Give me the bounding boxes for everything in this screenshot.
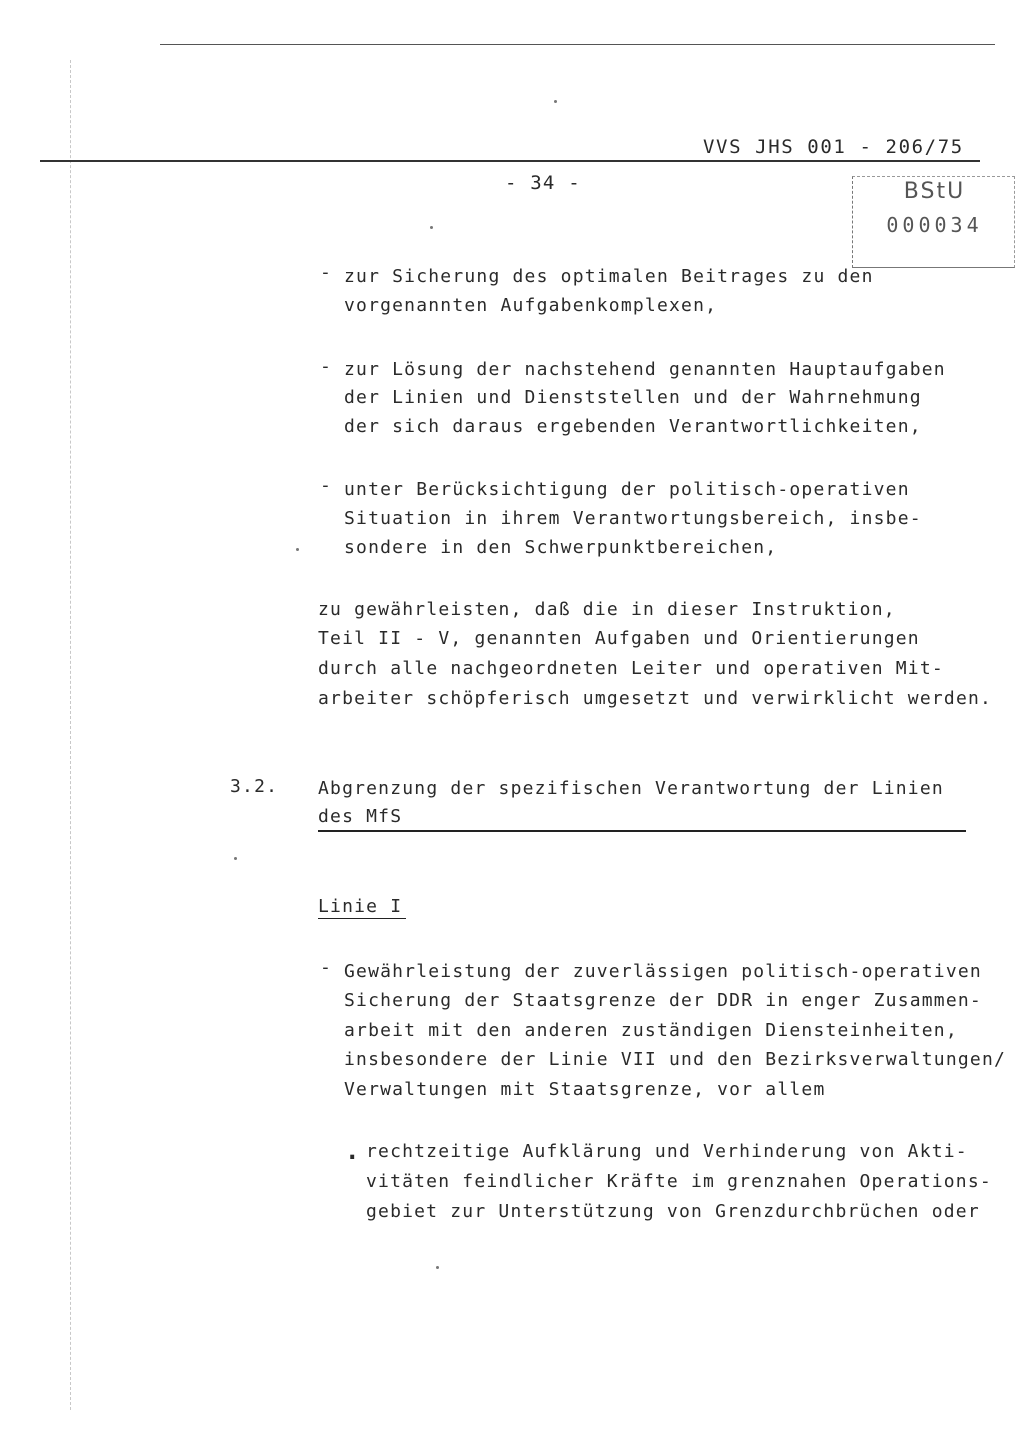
bullet-line: insbesondere der Linie VII und den Bezirksverwaltungen/ [344,1049,1007,1070]
bullet-marker: - [320,356,331,377]
bullet-line: unter Berücksichtigung der politisch-operativen [344,479,910,500]
scan-speck [436,1266,439,1269]
subsection-title: Linie I [318,896,403,917]
stamp-line2: 000034 [886,213,983,237]
bullet-marker: - [320,262,331,283]
section-number: 3.2. [230,776,279,797]
bullet-line: Sicherung der Staatsgrenze der DDR in enger Zusammen- [344,990,982,1011]
stamp-line1: BStU [903,179,966,204]
bullet-line: der sich daraus ergebenden Verantwortlichkeiten, [344,416,922,437]
reference-number: VVS JHS 001 - 206/75 [703,136,964,158]
paragraph-line: Teil II - V, genannten Aufgaben und Orientierungen [318,628,920,649]
bullet-marker: - [320,475,331,496]
archive-stamp [852,176,1015,268]
paragraph-line: zu gewährleisten, daß die in dieser Instruktion, [318,599,896,620]
bullet-line: Situation in ihrem Verantwortungsbereich, insbe- [344,508,922,529]
subsection-underline [318,918,406,919]
scan-speck [554,100,557,103]
bullet-line: vorgenannten Aufgabenkomplexen, [344,295,718,316]
sub-bullet-marker: . [345,1137,360,1165]
bullet-marker: - [320,957,331,978]
sub-bullet-line: vitäten feindlicher Kräfte im grenznahen Operations- [366,1171,992,1192]
sub-bullet-line: rechtzeitige Aufklärung und Verhinderung von Akti- [366,1141,968,1162]
bullet-line: der Linien und Dienststellen und der Wahrnehmung [344,387,922,408]
paragraph-line: durch alle nachgeordneten Leiter und operativen Mit- [318,658,944,679]
bullet-line: arbeit mit den anderen zuständigen Diensteinheiten, [344,1020,958,1041]
scan-speck [430,226,433,229]
scan-speck [234,857,237,860]
top-rule [160,44,995,45]
section-underline [318,830,966,832]
bullet-line: zur Lösung der nachstehend genannten Hauptaufgaben [344,359,946,380]
margin-line [70,60,71,1410]
bullet-line: sondere in den Schwerpunktbereichen, [344,537,778,558]
bullet-line: Verwaltungen mit Staatsgrenze, vor allem [344,1079,826,1100]
page-number: - 34 - [505,172,581,194]
sub-bullet-line: gebiet zur Unterstützung von Grenzdurchbrüchen oder [366,1201,980,1222]
section-title-line: des MfS [318,806,403,827]
section-title-line: Abgrenzung der spezifischen Verantwortung der Linien [318,778,944,799]
header-rule [40,160,980,162]
paragraph-line: arbeiter schöpferisch umgesetzt und verwirklicht werden. [318,688,993,709]
bullet-line: zur Sicherung des optimalen Beitrages zu den [344,266,874,287]
scan-speck [296,548,299,551]
bullet-line: Gewährleistung der zuverlässigen politisch-operativen [344,961,982,982]
